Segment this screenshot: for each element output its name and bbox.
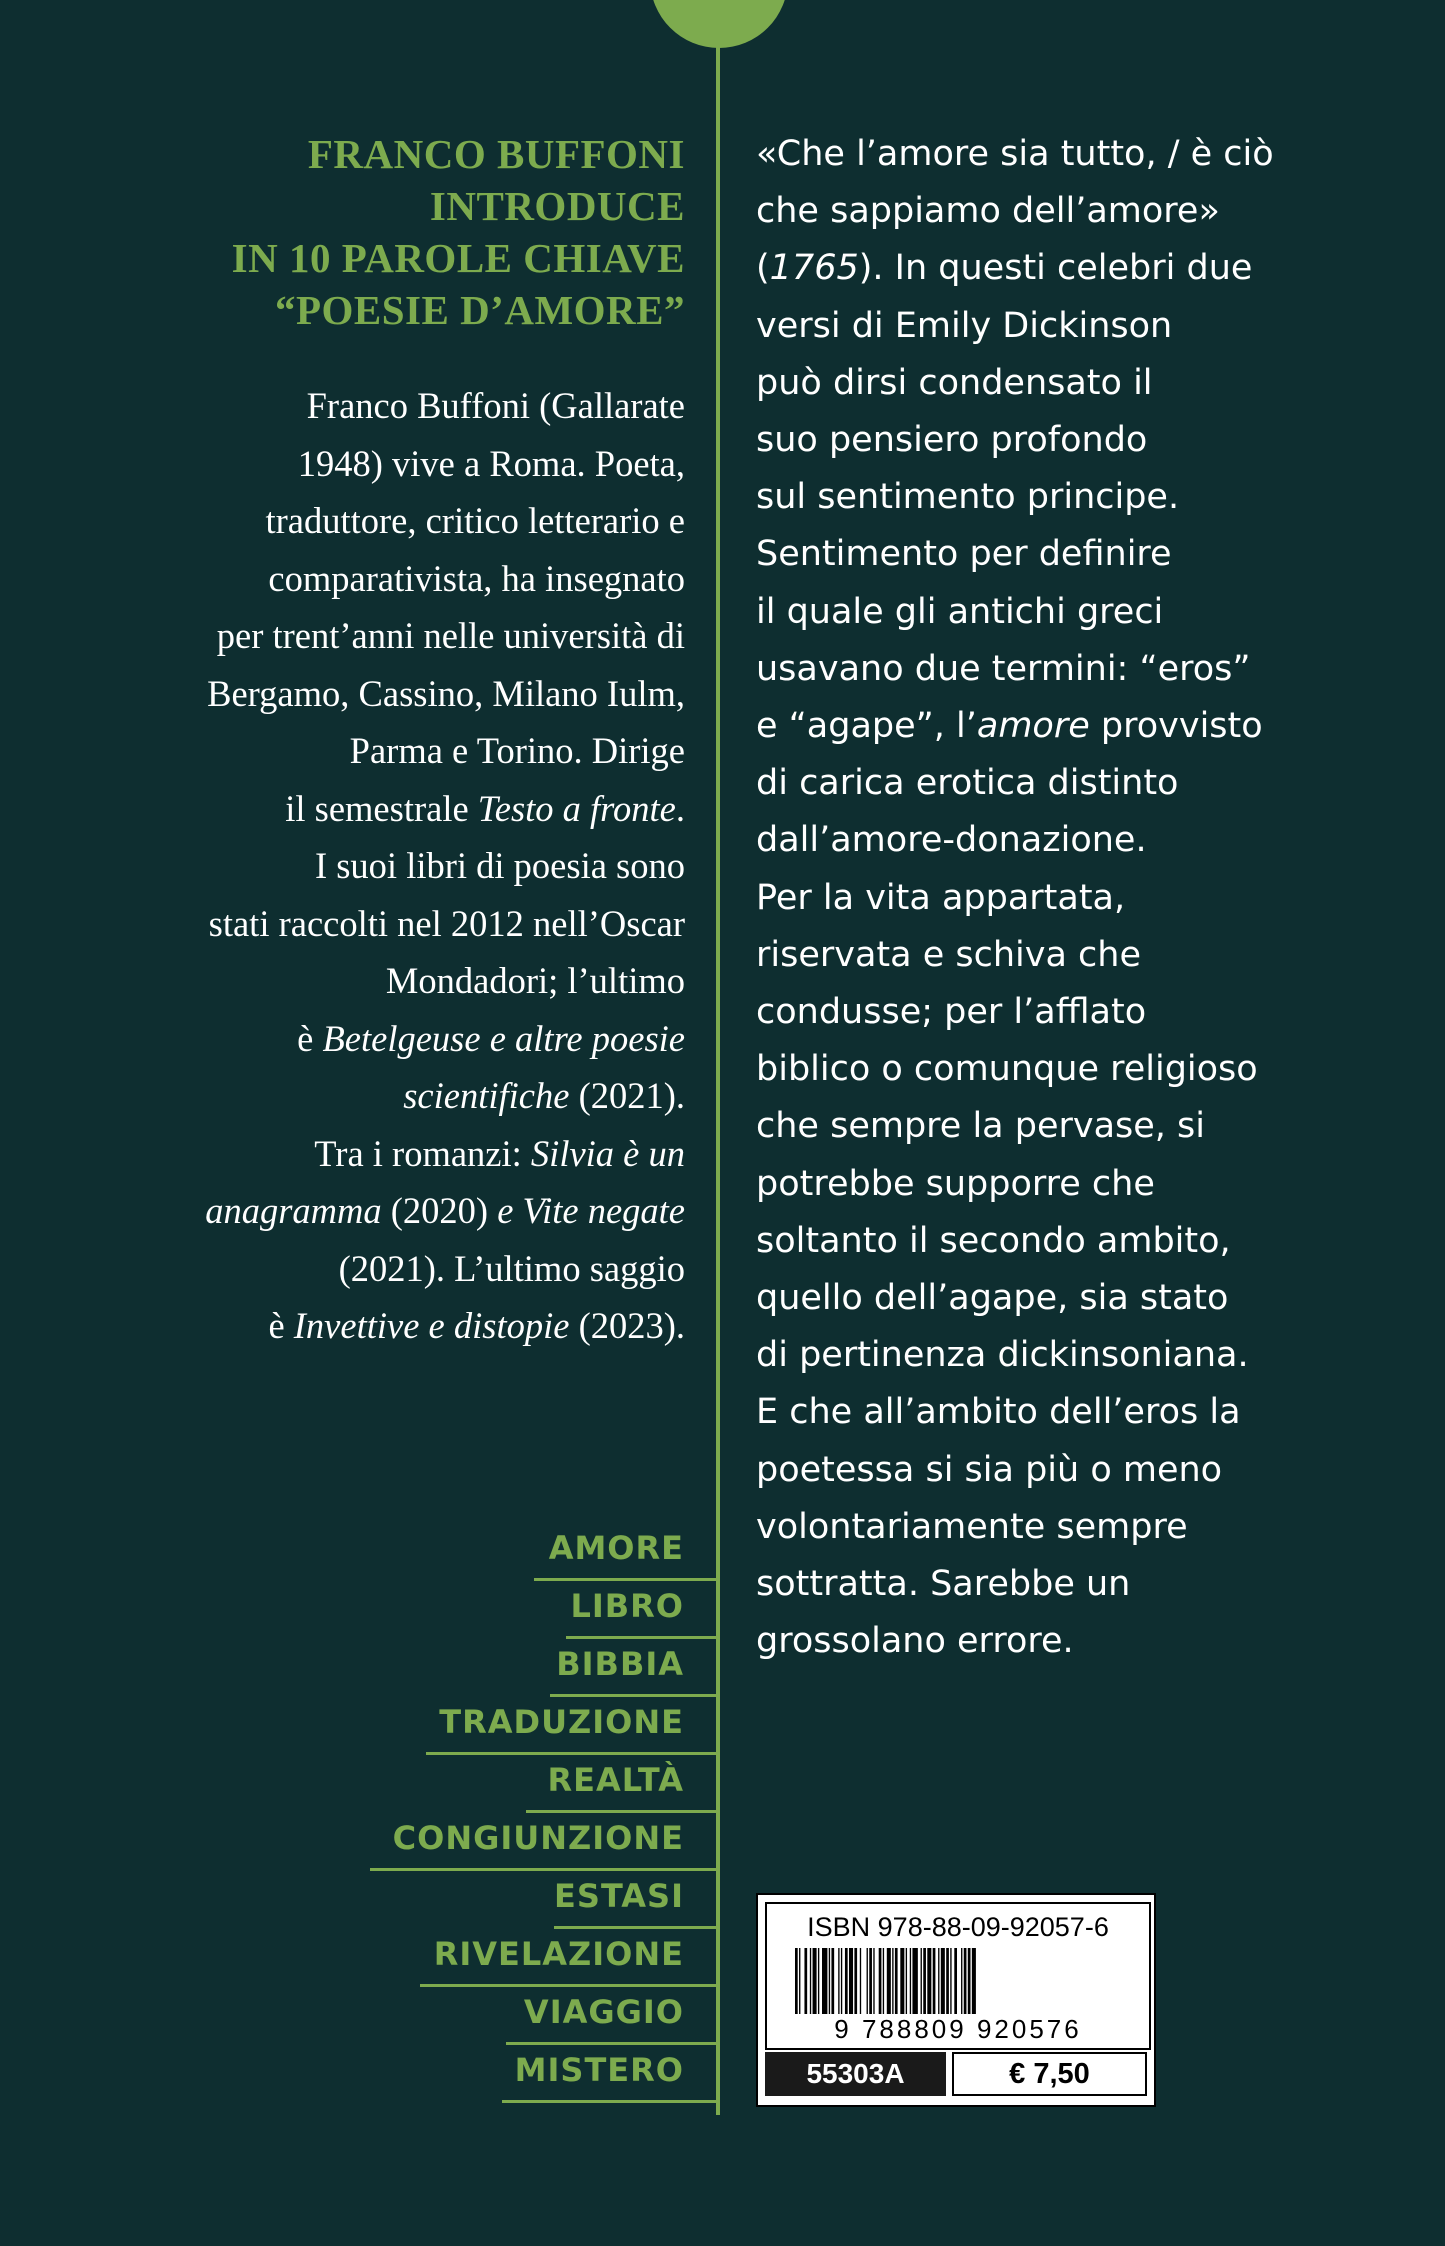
price-label: € 7,50	[952, 2052, 1147, 2096]
blurb-line: e “agape”, l’amore provvisto	[756, 706, 1263, 747]
blurb-line: Sentimento per definire	[756, 534, 1172, 575]
barcode-bar	[841, 1948, 842, 2014]
barcode-bar	[900, 1948, 904, 2014]
keyword-item: REALTÀ	[300, 1755, 718, 1813]
blurb-line: grossolano errore.	[756, 1621, 1074, 1662]
book-title: Invettive e distopie	[293, 1305, 570, 1346]
keyword-item: CONGIUNZIONE	[300, 1813, 718, 1871]
barcode-bar	[912, 1948, 917, 2014]
barcode-bar	[831, 1948, 834, 2014]
barcode-bar	[927, 1948, 931, 2014]
blurb-line: biblico o comunque religioso	[756, 1049, 1258, 1090]
journal-title: Testo a fronte	[477, 787, 676, 829]
barcode-bar	[818, 1948, 819, 2014]
blurb-line: «Che l’amore sia tutto, / è ciò	[756, 134, 1274, 174]
barcode-bar	[933, 1948, 936, 2014]
bio-line: Bergamo, Cassino, Milano Iulm,	[207, 672, 685, 714]
barcode-bar	[923, 1948, 926, 2014]
barcode-bar	[867, 1948, 868, 2014]
bio-line: scientifiche (2021).	[403, 1075, 685, 1116]
blurb-line: soltanto il secondo ambito,	[756, 1220, 1231, 1261]
blurb-line: sul sentimento principe.	[756, 477, 1180, 518]
barcode-bar	[873, 1948, 874, 2014]
emphasis: amore	[976, 706, 1090, 747]
keyword-list	[300, 1523, 718, 2103]
blurb-line: quello dell’agape, sia stato	[756, 1278, 1229, 1319]
barcode-bar	[849, 1948, 853, 2014]
blurb-line: versi di Emily Dickinson	[756, 305, 1173, 346]
barcode-box	[756, 1893, 1156, 2107]
barcode-digits: 9 788809 920576	[834, 2014, 1082, 2044]
book-title: Betelgeuse e altre poesie	[322, 1017, 685, 1059]
heading-line: “POESIE D’AMORE”	[274, 287, 685, 333]
keyword-item: RIVELAZIONE	[300, 1929, 718, 1987]
barcode-bar	[795, 1948, 798, 2014]
book-title: anagramma	[205, 1190, 382, 1231]
barcode-bar	[887, 1948, 891, 2014]
barcode-bar	[829, 1948, 830, 2014]
blurb-line: (1765). In questi celebri due	[756, 248, 1253, 289]
barcode-bar	[895, 1948, 898, 2014]
barcode-panel	[765, 1902, 1151, 2050]
blurb-line: il quale gli antichi greci	[756, 591, 1164, 632]
barcode-bar	[813, 1948, 817, 2014]
blurb-line: dall’amore-donazione.	[756, 820, 1147, 861]
barcode-bar	[845, 1948, 848, 2014]
keyword-item: MISTERO	[300, 2045, 718, 2103]
blurb-line: usavano due termini: “eros”	[756, 648, 1251, 689]
blurb-line: condusse; per l’afflato	[756, 992, 1147, 1033]
barcode-bar	[972, 1948, 976, 2014]
heading-line: IN 10 PAROLE CHIAVE	[231, 235, 685, 281]
barcode-bar	[822, 1948, 827, 2014]
blurb-line: suo pensiero profondo	[756, 420, 1148, 461]
book-title: Silvia è un	[530, 1132, 685, 1174]
barcode-bar	[860, 1948, 861, 2014]
blurb-line: E che all’ambito dell’eros la	[756, 1392, 1241, 1433]
blurb-line: che sappiamo dell’amore»	[756, 191, 1220, 232]
blurb-line: può dirsi condensato il	[756, 362, 1153, 403]
barcode-bar	[968, 1948, 971, 2014]
isbn-text: ISBN 978-88-09-92057-6	[807, 1912, 1109, 1942]
blurb-line: sottratta. Sarebbe un	[756, 1564, 1131, 1605]
bio-line: il semestrale Testo a fronte.	[285, 787, 685, 829]
bio-line: comparativista, ha insegnato	[268, 557, 685, 599]
heading-line: INTRODUCE	[429, 183, 685, 229]
book-title: scientifiche	[403, 1075, 570, 1116]
blurb-line: potrebbe supporre che	[756, 1163, 1155, 1204]
barcode-bars	[795, 1948, 1121, 2014]
heading-line: FRANCO BUFFONI	[307, 131, 685, 177]
barcode-bar	[838, 1948, 839, 2014]
keyword-item: TRADUZIONE	[300, 1697, 718, 1755]
keyword-item: LIBRO	[300, 1581, 718, 1639]
blurb-line: di pertinenza dickinsoniana.	[756, 1335, 1249, 1376]
barcode-bar	[941, 1948, 945, 2014]
barcode-bar	[964, 1948, 967, 2014]
blurb-line: Per la vita appartata,	[756, 877, 1126, 918]
bio-line: anagramma (2020) e Vite negate	[205, 1190, 685, 1231]
bio-line: è Invettive e distopie (2023).	[268, 1305, 685, 1346]
keyword-item: AMORE	[300, 1523, 718, 1581]
bio-line: Franco Buffoni (Gallarate	[306, 385, 685, 426]
barcode-bar	[906, 1948, 907, 2014]
keyword-item: ESTASI	[300, 1871, 718, 1929]
bio-line: 1948) vive a Roma. Poeta,	[297, 442, 685, 484]
bio-line: traduttore, critico letterario e	[265, 500, 685, 541]
barcode-bar	[954, 1948, 957, 2014]
keyword-item: BIBBIA	[300, 1639, 718, 1697]
barcode-bar	[883, 1948, 884, 2014]
bio-line: Parma e Torino. Dirige	[349, 730, 685, 771]
bio-line: è Betelgeuse e altre poesie	[297, 1017, 685, 1059]
book-title: e Vite negate	[497, 1190, 685, 1231]
barcode-bar	[950, 1948, 951, 2014]
cover-heading	[180, 128, 685, 336]
blurb-line: volontariamente sempre	[756, 1506, 1188, 1547]
bio-line: Tra i romanzi: Silvia è un	[314, 1132, 685, 1174]
bio-line: per trent’anni nelle università di	[216, 615, 685, 656]
barcode-bar	[869, 1948, 872, 2014]
barcode-bar	[921, 1948, 922, 2014]
product-code: 55303A	[765, 2052, 946, 2096]
barcode-bar	[804, 1948, 807, 2014]
blurb-line: poetessa si sia più o meno	[756, 1449, 1223, 1490]
bio-line: Mondadori; l’ultimo	[385, 960, 685, 1001]
blurb-line: riservata e schiva che	[756, 934, 1142, 975]
barcode-bar	[799, 1948, 800, 2014]
barcode-bar	[938, 1948, 939, 2014]
keyword-item: VIAGGIO	[300, 1987, 718, 2045]
blurb-line: di carica erotica distinto	[756, 763, 1179, 804]
barcode-bar	[910, 1948, 911, 2014]
barcode-bar	[946, 1948, 949, 2014]
barcode-bar	[892, 1948, 893, 2014]
barcode-bar	[810, 1948, 811, 2014]
poem-number: 1765	[769, 248, 859, 289]
author-bio	[100, 377, 685, 1355]
bio-line: stati raccolti nel 2012 nell’Oscar	[208, 902, 685, 944]
barcode-bar	[854, 1948, 857, 2014]
bio-line: I suoi libri di poesia sono	[314, 845, 685, 886]
barcode-bar	[879, 1948, 882, 2014]
blurb-text	[756, 126, 1396, 1670]
blurb-line: che sempre la pervase, si	[756, 1106, 1206, 1147]
barcode-bar	[961, 1948, 962, 2014]
bio-line: (2021). L’ultimo saggio	[338, 1247, 685, 1289]
